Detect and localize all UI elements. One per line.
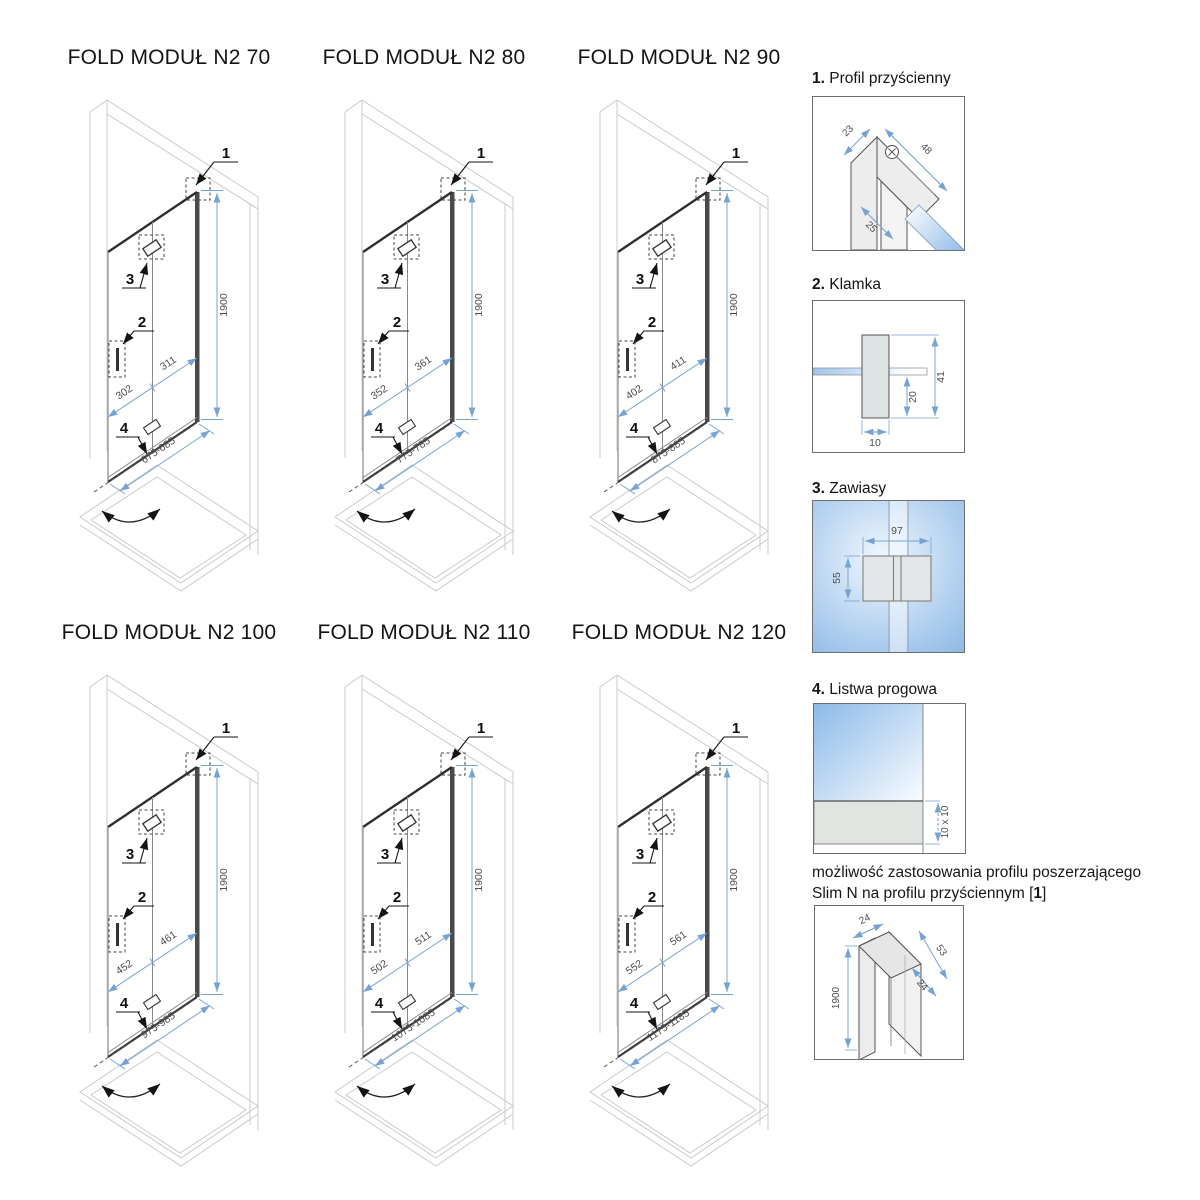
dim-48: 48: [917, 141, 934, 158]
room-outline: [335, 100, 513, 591]
left-panel-dimension: 352: [368, 382, 390, 403]
handle-bar: [626, 923, 629, 946]
height-dimension: 1900: [218, 868, 230, 892]
callout-1-wall-profile: 1: [221, 720, 231, 737]
handle-detail-panel: [812, 300, 965, 453]
total-width-dimension: 875-885: [648, 434, 688, 467]
callout-2-handle: 2: [392, 889, 402, 906]
left-panel-dimension: 502: [368, 957, 390, 978]
dim-53: 53: [933, 942, 949, 959]
left-panel-dimension: 402: [623, 382, 645, 403]
diagram-cell: [295, 40, 553, 620]
right-panel-dimension: 561: [667, 928, 689, 949]
door-swing-arrow: [612, 509, 670, 522]
callout-2-handle: 2: [392, 314, 402, 331]
wall-profile-bar: [450, 767, 455, 997]
wall-profile-bar: [195, 767, 200, 997]
detail-2-number: 2.: [812, 276, 825, 293]
detail-2-title: [812, 276, 1200, 294]
dim-41: 41: [935, 371, 947, 383]
dim-24-top: 24: [857, 912, 873, 928]
door-swing-arrow: [357, 509, 415, 522]
glass-pane: [905, 205, 964, 250]
dim-10x10: 10 x 10: [940, 805, 951, 839]
lower-hinge: [654, 420, 671, 435]
left-panel-dimension: 452: [113, 957, 135, 978]
note-ref-number: 1: [1033, 885, 1042, 902]
height-dimension: 1900: [728, 293, 740, 317]
room-outline: [80, 100, 258, 591]
diagram-cell: [40, 615, 298, 1195]
callout-1-wall-profile: 1: [476, 145, 486, 162]
dim-97: 97: [891, 525, 903, 537]
shower-door-drawing: [295, 85, 553, 615]
callout-2-handle: 2: [137, 889, 147, 906]
dim-20: 20: [907, 391, 919, 403]
detail-2-label: Klamka: [829, 276, 881, 293]
door: [94, 192, 200, 492]
diagram-cell: [40, 40, 298, 620]
detail-markers: [619, 753, 720, 952]
handle-drawing: [813, 301, 964, 452]
detail-markers: [364, 178, 465, 377]
shower-door-drawing: [40, 660, 298, 1190]
note-line-2: Slim N na profilu przyściennym [: [812, 885, 1034, 902]
room-outline: [80, 675, 258, 1166]
callout-4-threshold: 4: [119, 995, 129, 1012]
upper-hinge: [653, 815, 671, 831]
callout-4-threshold: 4: [374, 995, 384, 1012]
callout-4-threshold: 4: [374, 420, 384, 437]
total-width-dimension: 775-785: [393, 434, 433, 467]
upper-hinge: [653, 240, 671, 256]
threshold-detail-panel: [813, 703, 966, 854]
shower-door-drawing: [40, 85, 298, 615]
dim-55: 55: [831, 572, 843, 584]
left-panel-dimension: 552: [623, 957, 645, 978]
callout-1-wall-profile: 1: [476, 720, 486, 737]
callout-1-wall-profile: 1: [731, 145, 741, 162]
wall-profile-detail-panel: [812, 96, 965, 251]
detail-1-label: Profil przyścienny: [829, 70, 951, 87]
right-panel-dimension: 361: [412, 353, 434, 374]
callout-2-handle: 2: [647, 314, 657, 331]
shower-door-drawing: [550, 85, 808, 615]
hinge-drawing: [813, 501, 964, 652]
diagram-title: FOLD MODUŁ N2 80: [322, 46, 526, 69]
detail-4-number: 4.: [812, 681, 825, 698]
lower-hinge: [654, 995, 671, 1010]
door: [604, 192, 710, 492]
dim-24-inner: 24: [914, 977, 930, 994]
room-outline: [590, 100, 768, 591]
slim-profile-panel: [814, 905, 964, 1060]
right-panel-dimension: 511: [413, 928, 434, 949]
diagram-title: FOLD MODUŁ N2 90: [577, 46, 781, 69]
left-panel-dimension: 302: [113, 382, 135, 403]
door: [349, 192, 455, 492]
door: [349, 767, 455, 1067]
detail-3-number: 3.: [812, 480, 825, 497]
callout-1-wall-profile: 1: [731, 720, 741, 737]
callout-3-hinge: 3: [125, 271, 135, 288]
detail-markers: [109, 178, 210, 377]
right-panel-dimension: 411: [668, 353, 689, 374]
callout-2-handle: 2: [137, 314, 147, 331]
detail-markers: [619, 178, 720, 377]
detail-4-title: [812, 681, 1200, 699]
callout-4-threshold: 4: [119, 420, 129, 437]
diagram-cell: [550, 40, 808, 620]
diagram-title: FOLD MODUŁ N2 100: [61, 621, 277, 644]
right-panel-dimension: 461: [157, 928, 179, 949]
extension-profile-note: możliwość zastosowania profilu poszerzającego Slim N na profilu przyściennym [1]: [812, 864, 1142, 902]
total-width-dimension: 975-985: [138, 1009, 178, 1042]
detail-4-label: Listwa progowa: [829, 681, 937, 698]
room-outline: [590, 675, 768, 1166]
callout-4-threshold: 4: [629, 420, 639, 437]
height-dimension: 1900: [473, 868, 485, 892]
wall-profile-bar: [705, 192, 710, 422]
upper-hinge: [398, 815, 416, 831]
detail-3-label: Zawiasy: [829, 480, 887, 497]
lower-hinge: [144, 995, 161, 1010]
handle-body: [862, 335, 889, 418]
upper-hinge: [143, 815, 161, 831]
dim-23: 23: [840, 123, 857, 140]
callout-3-hinge: 3: [635, 846, 645, 863]
threshold-strip: [814, 801, 923, 844]
lower-hinge: [399, 995, 416, 1010]
wall-profile-bar: [705, 767, 710, 997]
detail-1-number: 1.: [812, 70, 825, 87]
diagram-title: FOLD MODUŁ N2 110: [317, 621, 531, 644]
callout-4-threshold: 4: [629, 995, 639, 1012]
diagram-cell: [295, 615, 553, 1195]
total-width-dimension: 1175-1185: [644, 1007, 692, 1044]
detail-3-title: [812, 480, 1200, 498]
diagram-title: FOLD MODUŁ N2 70: [67, 46, 271, 69]
detail-markers: [364, 753, 465, 952]
height-dimension: 1900: [473, 293, 485, 317]
door: [604, 767, 710, 1067]
hinge-detail-panel: [812, 500, 965, 653]
room-outline: [335, 675, 513, 1166]
detail-markers: [109, 753, 210, 952]
total-width-dimension: 675-685: [138, 434, 178, 467]
door-swing-arrow: [357, 1084, 415, 1097]
lower-hinge: [399, 420, 416, 435]
total-width-dimension: 1075-1085: [389, 1006, 438, 1045]
callout-2-handle: 2: [647, 889, 657, 906]
door-swing-arrow: [102, 509, 160, 522]
slim-profile-drawing: [815, 906, 963, 1059]
handle-bar: [626, 348, 629, 371]
wall-profile-bar: [195, 192, 200, 422]
handle-bar: [371, 923, 374, 946]
threshold-drawing: [814, 704, 965, 853]
handle-bar: [371, 348, 374, 371]
upper-hinge: [143, 240, 161, 256]
wall-profile-drawing: [813, 97, 964, 250]
detail-1-title: [812, 70, 1200, 88]
door-swing-arrow: [612, 1084, 670, 1097]
height-dimension: 1900: [728, 868, 740, 892]
hinge-body: [863, 556, 931, 601]
handle-bar: [116, 348, 119, 371]
callout-3-hinge: 3: [635, 271, 645, 288]
callout-3-hinge: 3: [380, 271, 390, 288]
diagram-cell: [550, 615, 808, 1195]
door-swing-arrow: [102, 1084, 160, 1097]
right-panel-dimension: 311: [158, 353, 179, 374]
dim-25: 25: [862, 219, 879, 236]
callout-3-hinge: 3: [380, 846, 390, 863]
shower-door-drawing: [295, 660, 553, 1190]
door: [94, 767, 200, 1067]
glass-pane: [814, 704, 923, 801]
dim-1900: 1900: [831, 986, 842, 1010]
height-dimension: 1900: [218, 293, 230, 317]
wall-profile-bar: [450, 192, 455, 422]
callout-1-wall-profile: 1: [221, 145, 231, 162]
shower-door-drawing: [550, 660, 808, 1190]
note-line-1: możliwość zastosowania profilu poszerzającego: [812, 864, 1142, 881]
upper-hinge: [398, 240, 416, 256]
lower-hinge: [144, 420, 161, 435]
dim-10: 10: [869, 437, 881, 449]
callout-3-hinge: 3: [125, 846, 135, 863]
diagram-title: FOLD MODUŁ N2 120: [571, 621, 787, 644]
handle-bar: [116, 923, 119, 946]
